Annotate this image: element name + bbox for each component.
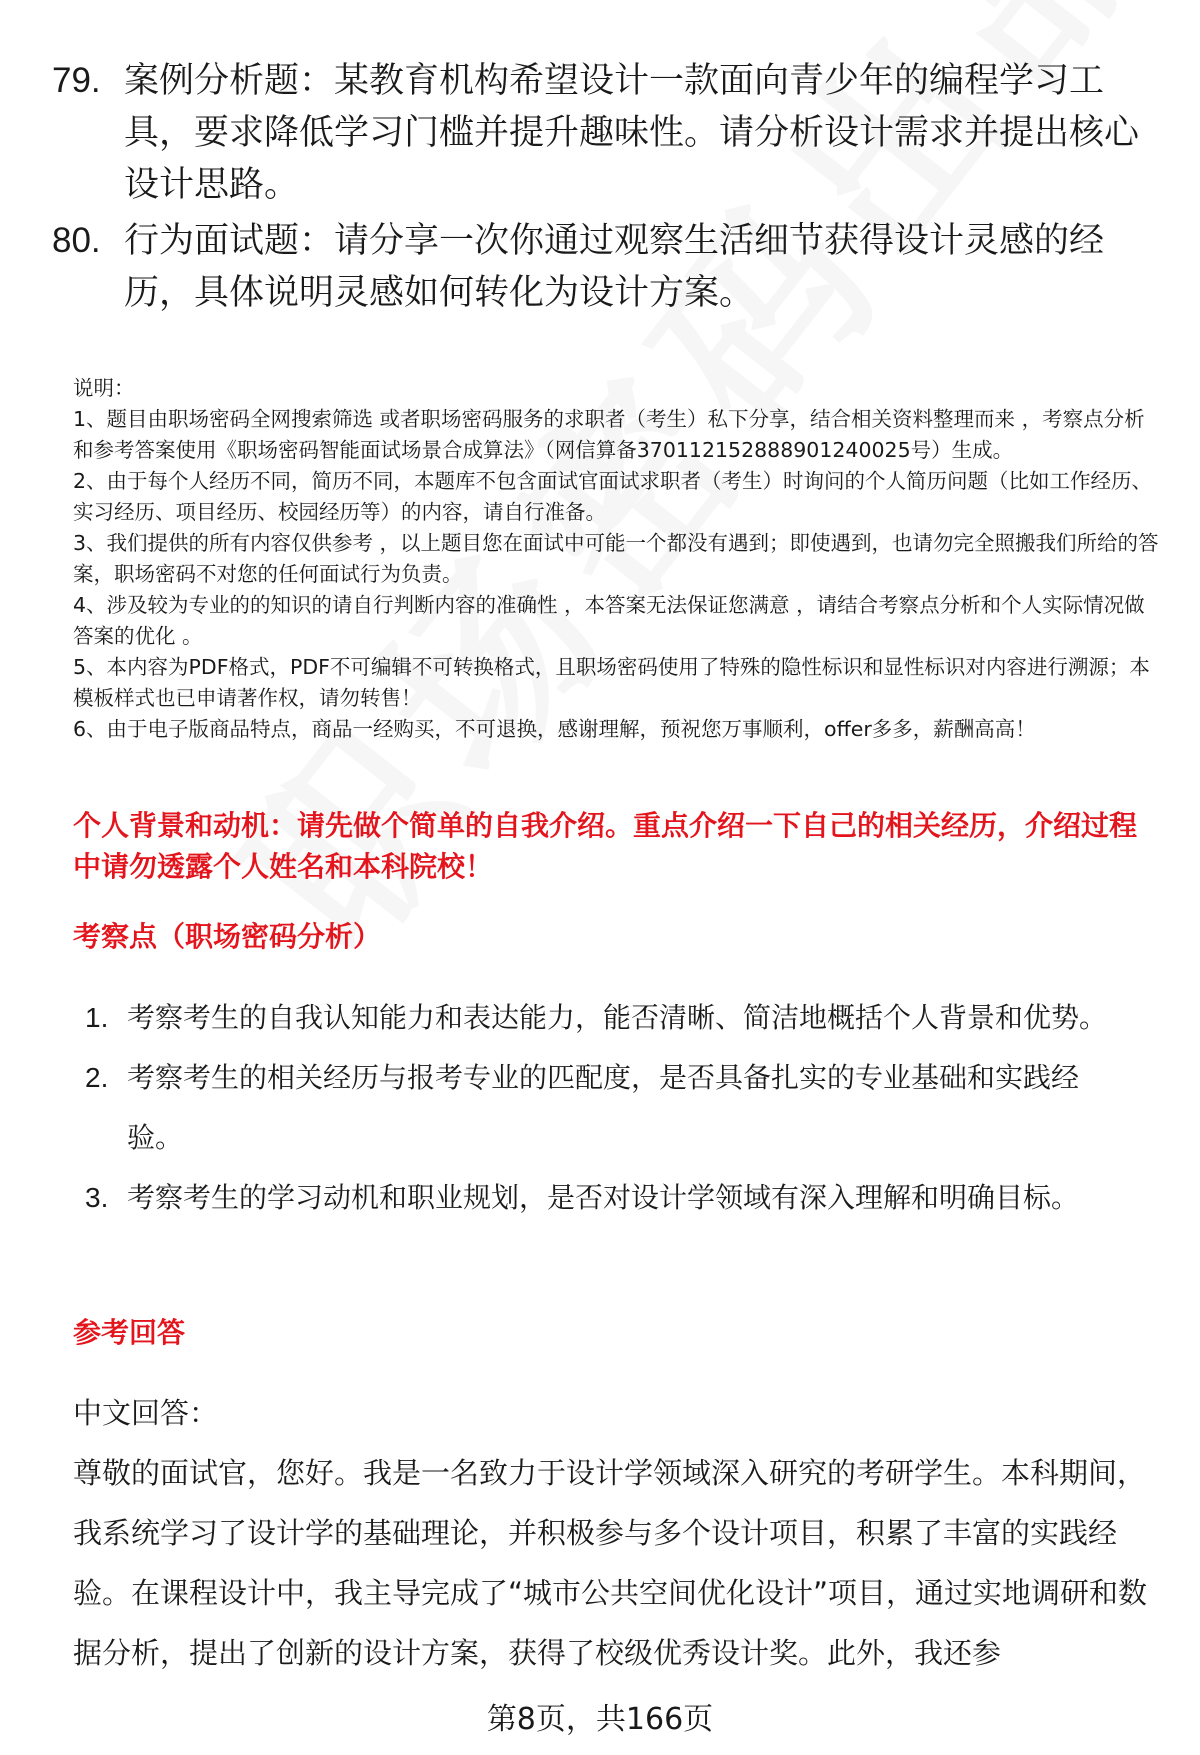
answer-heading: 参考回答 [73, 1316, 186, 1349]
disclaimer-item: 4、涉及较为专业的的知识的请自行判断内容的准确性 ，本答案无法保证您满意 ，请结合考察点分析和个人实际情况做答案的优化 。 [73, 593, 1145, 648]
list-item-number: 1. [85, 1002, 109, 1033]
focus-list [85, 988, 1165, 1228]
answer-label: 中文回答： [73, 1396, 219, 1430]
question-79 [52, 55, 1152, 211]
list-item [85, 1048, 1165, 1168]
disclaimer-item: 5、本内容为PDF格式，PDF不可编辑不可转换格式，且职场密码使用了特殊的隐性标识和显性标识对内容进行溯源；本模板样式也已申请著作权，请勿转售！ [73, 655, 1150, 710]
focus-heading: 考察点（职场密码分析） [73, 920, 382, 953]
question-number: 80. [52, 221, 101, 260]
list-item [85, 1168, 1165, 1228]
list-item-number: 2. [85, 1062, 109, 1093]
question-number: 79. [52, 61, 101, 100]
disclaimer-item: 3、我们提供的所有内容仅供参考 ，以上题目您在面试中可能一个都没有遇到；即使遇到，也请勿完全照搬我们所给的答案，职场密码不对您的任何面试行为负责。 [73, 531, 1159, 586]
list-item-text: 考察考生的相关经历与报考专业的匹配度，是否具备扎实的专业基础和实践经验。 [127, 1061, 1080, 1154]
list-item-number: 3. [85, 1182, 109, 1213]
list-item-text: 考察考生的自我认知能力和表达能力，能否清晰、简洁地概括个人背景和优势。 [127, 1001, 1108, 1034]
list-item-text: 考察考生的学习动机和职业规划，是否对设计学领域有深入理解和明确目标。 [127, 1181, 1080, 1214]
disclaimer-title: 说明： [73, 376, 135, 400]
answer-text: 尊敬的面试官，您好。我是一名致力于设计学领域深入研究的考研学生。本科期间，我系统学习了设计学的基础理论，并积极参与多个设计项目，积累了丰富的实践经验。在课程设计中，我主导完成了“城市公共空间优化设计”项目，通过实地调研和数据分析，提出了创新的设计方案，获得了校级优秀设计奖。此外，我还参 [73, 1456, 1148, 1670]
main-question: 个人背景和动机：请先做个简单的自我介绍。重点介绍一下自己的相关经历，介绍过程中请勿透露个人姓名和本科院校！ [73, 809, 1138, 883]
disclaimer-item: 2、由于每个人经历不同，简历不同，本题库不包含面试官面试求职者（考生）时询问的个人简历问题（比如工作经历、实习经历、项目经历、校园经历等）的内容，请自行准备。 [73, 469, 1153, 524]
question-text: 案例分析题：某教育机构希望设计一款面向青少年的编程学习工具，要求降低学习门槛并提升趣味性。请分析设计需求并提出核心设计思路。 [124, 61, 1140, 205]
list-item [85, 988, 1165, 1048]
page-footer: 第8页，共166页 [486, 1702, 714, 1737]
disclaimer-item: 6、由于电子版商品特点，商品一经购买，不可退换，感谢理解，预祝您万事顺利，offer多多，薪酬高高！ [73, 717, 1036, 741]
disclaimer-notes [73, 373, 1163, 745]
question-80 [52, 215, 1152, 319]
question-text: 行为面试题：请分享一次你通过观察生活细节获得设计灵感的经历，具体说明灵感如何转化为设计方案。 [124, 221, 1105, 313]
disclaimer-item: 1、题目由职场密码全网搜索筛选 或者职场密码服务的求职者（考生）私下分享，结合相关资料整理而来 ，考察点分析和参考答案使用《职场密码智能面试场景合成算法》（网信算备370112152888901240025号）生成。 [73, 407, 1145, 462]
